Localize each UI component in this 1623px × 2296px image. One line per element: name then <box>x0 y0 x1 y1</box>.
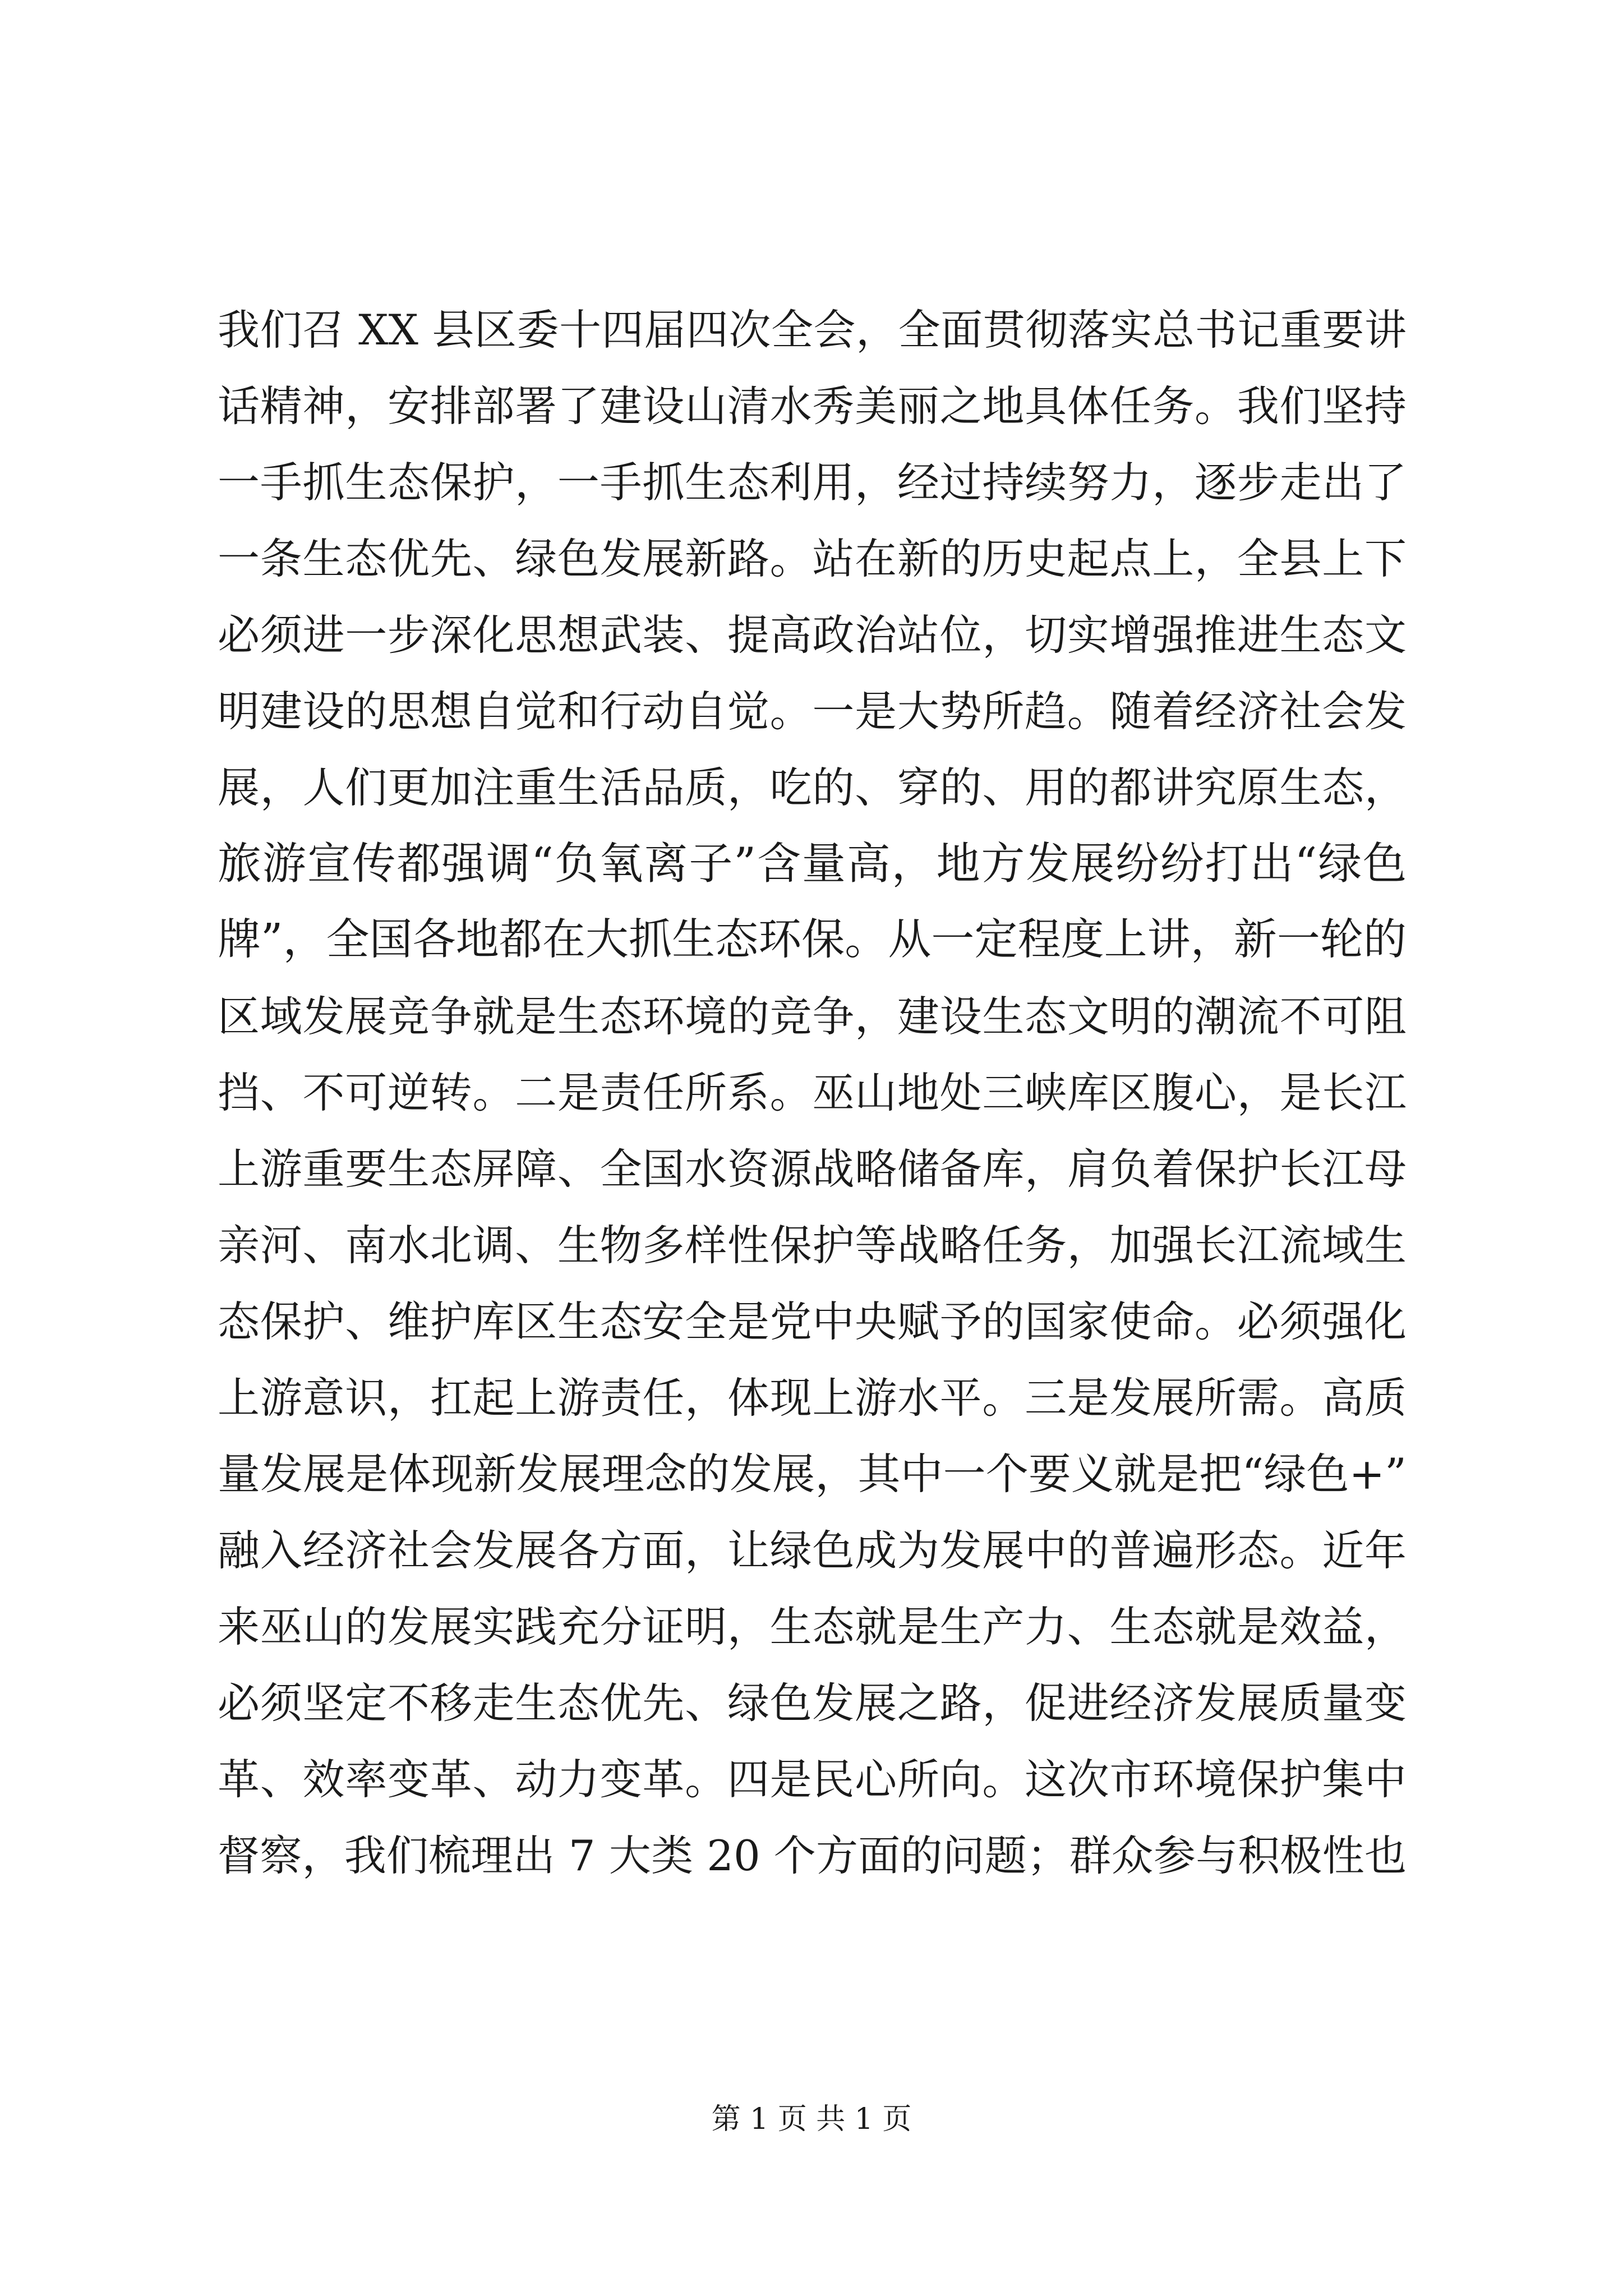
text-line-4: 一条生态优先、绿色发展新路。站在新的历史起点上，全县上下 <box>218 534 1407 583</box>
text-line-9: 牌”，全国各地都在大抓生态环保。从一定程度上讲，新一轮的 <box>218 915 1407 965</box>
text-line-15: 上游意识，扛起上游责任，体现上游水平。三是发展所需。高质 <box>218 1373 1407 1423</box>
text-line-18: 来巫山的发展实践充分证明，生态就是生产力、生态就是效益， <box>218 1602 1407 1651</box>
page-number-label: 第 1 页 共 1 页 <box>711 2102 912 2136</box>
text-line-10: 区域发展竞争就是生态环境的竞争，建设生态文明的潮流不可阻 <box>218 992 1407 1041</box>
text-line-2: 话精神，安排部署了建设山清水秀美丽之地具体任务。我们坚持 <box>218 381 1407 431</box>
body-paragraph <box>218 292 1407 1894</box>
text-line-21: 督察，我们梳理出 7 大类 20 个方面的问题；群众参与积极性也 <box>218 1831 1407 1880</box>
text-line-13: 亲河、南水北调、生物多样性保护等战略任务，加强长江流域生 <box>218 1221 1407 1270</box>
text-line-6: 明建设的思想自觉和行动自觉。一是大势所趋。随着经济社会发 <box>218 687 1407 736</box>
text-line-1: 我们召 XX 县区委十四届四次全会，全面贯彻落实总书记重要讲 <box>218 305 1407 355</box>
text-line-5: 必须进一步深化思想武装、提高政治站位，切实增强推进生态文 <box>218 610 1407 660</box>
text-line-7: 展，人们更加注重生活品质，吃的、穿的、用的都讲究原生态， <box>218 763 1407 812</box>
text-line-8: 旅游宣传都强调“负氧离子”含量高，地方发展纷纷打出“绿色 <box>218 839 1407 889</box>
page-footer <box>0 2095 1623 2137</box>
text-line-20: 革、效率变革、动力变革。四是民心所向。这次市环境保护集中 <box>218 1755 1407 1804</box>
text-line-17: 融入经济社会发展各方面，让绿色成为发展中的普遍形态。近年 <box>218 1526 1407 1575</box>
text-line-12: 上游重要生态屏障、全国水资源战略储备库，肩负着保护长江母 <box>218 1144 1407 1194</box>
text-line-11: 挡、不可逆转。二是责任所系。巫山地处三峡库区腹心，是长江 <box>218 1068 1407 1117</box>
text-line-16: 量发展是体现新发展理念的发展，其中一个要义就是把“绿色+” <box>218 1449 1407 1499</box>
text-line-14: 态保护、维护库区生态安全是党中央赋予的国家使命。必须强化 <box>218 1297 1407 1346</box>
text-line-3: 一手抓生态保护，一手抓生态利用，经过持续努力，逐步走出了 <box>218 458 1407 507</box>
text-line-19: 必须坚定不移走生态优先、绿色发展之路，促进经济发展质量变 <box>218 1678 1407 1728</box>
